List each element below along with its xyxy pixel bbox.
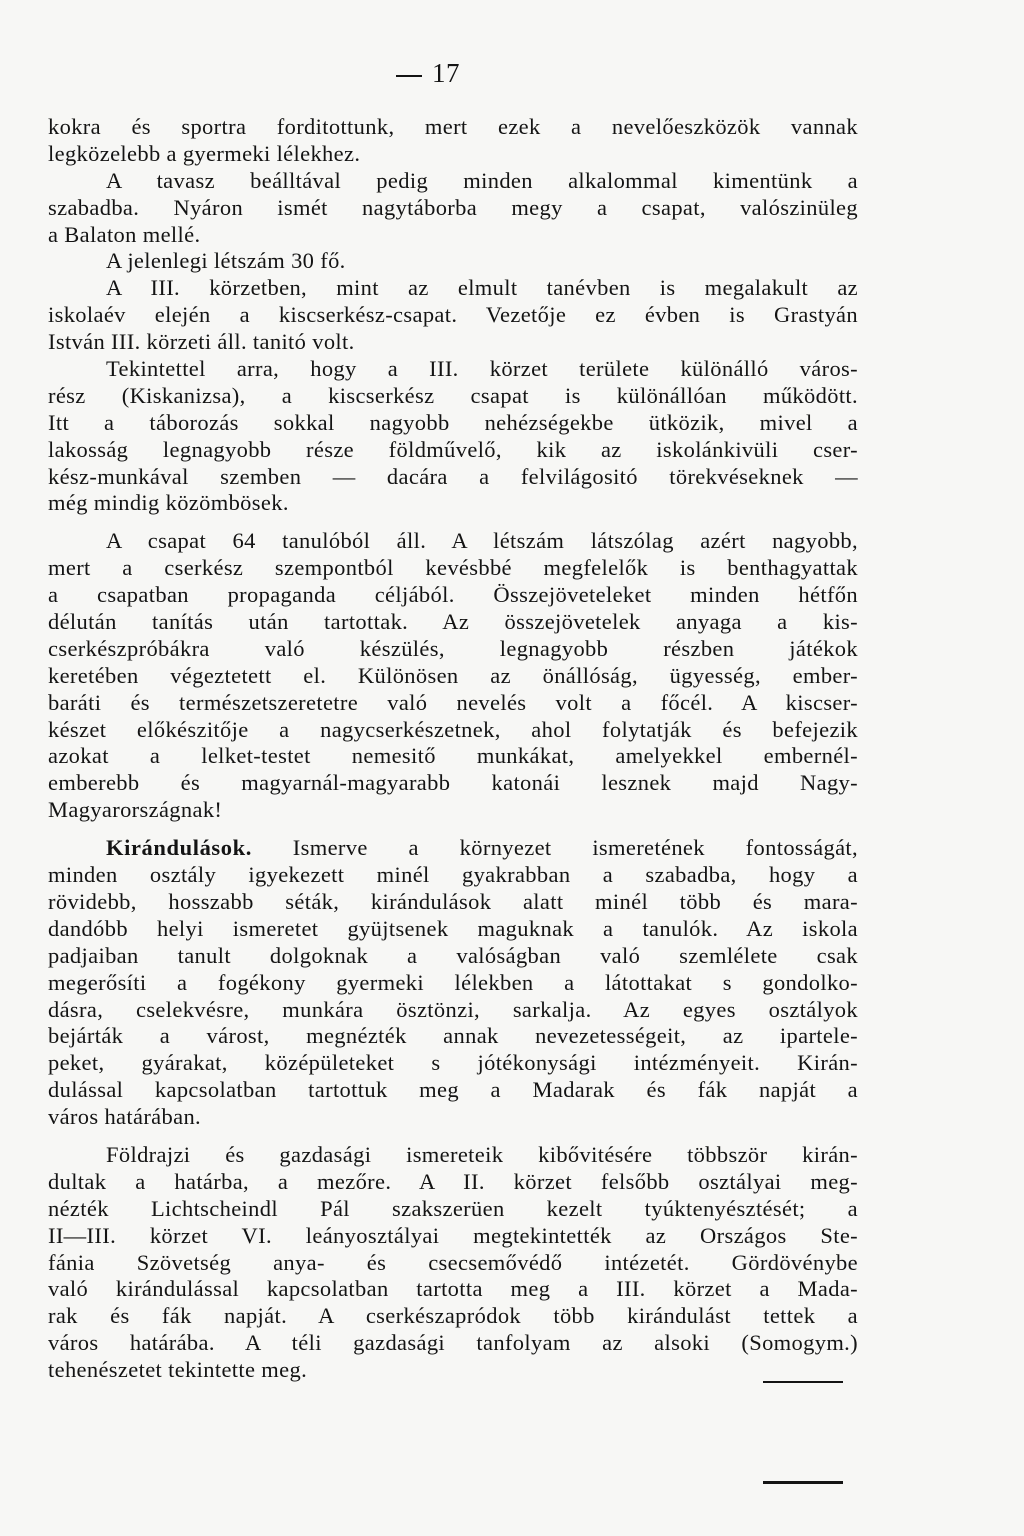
paragraph-gap — [48, 824, 858, 835]
text-line: A jelenlegi létszám 30 fő. — [106, 248, 346, 274]
text-line: legközelebb a gyermeki lélekhez. — [48, 140, 361, 166]
text-line — [48, 835, 858, 862]
text-line: a csapatban propaganda céljából. Összejöveteleket minden hétfőn — [48, 582, 858, 608]
text-line: megerősíti a fogékony gyermeki lélekben a látottakat s gondolko- — [48, 969, 858, 995]
text-line: készet előkészitője a nagycserkészetnek, ahol folytatják és befejezik — [48, 716, 858, 742]
text-line: fánia Szövetség anya- és csecsemővédő intézetét. Gördövénybe — [48, 1249, 858, 1275]
text-line: peket, gyárakat, középületeket s jótékonysági intézményeit. Kirán- — [48, 1050, 858, 1076]
text-line: Magyarországnak! — [48, 797, 223, 823]
page-number-value: 17 — [432, 58, 460, 88]
text-line: még mindig közömbösek. — [48, 490, 289, 516]
text-line: Tekintettel arra, hogy a III. körzet területe különálló város- — [106, 356, 858, 382]
text-line: A III. körzetben, mint az elmult tanévben is megalakult az — [106, 275, 858, 301]
text-line: iskolaév elején a kiscserkész-csapat. Vezetője ez évben is Grastyán — [48, 302, 858, 328]
paragraph-gap — [48, 517, 858, 528]
page-number — [396, 58, 460, 88]
text-line: dásra, cselekvésre, munkára ösztönzi, sarkalja. Az egyes osztályok — [48, 996, 858, 1022]
text-line: rövidebb, hosszabb séták, kirándulások alatt minél több és mara- — [48, 888, 858, 914]
text-line: minden osztály igyekezett minél gyakrabban a szabadba, hogy a — [48, 862, 858, 888]
text-line: kész-munkával szemben — dacára a felvilágositó törekvéseknek — — [48, 463, 858, 489]
text-line: dulással kapcsolatban tartottuk meg a Madarak és fák napját a — [48, 1077, 858, 1103]
text-line: rak és fák napját. A cserkészapródok több kirándulást tettek a — [48, 1303, 858, 1329]
body-text — [48, 114, 858, 1384]
text-line: tehenészetet tekintette meg. — [48, 1357, 308, 1383]
text-line: padjaiban tanult dolgoknak a valóságban való szemlélete csak — [48, 942, 858, 968]
text-line: kokra és sportra forditottunk, mert ezek a nevelőeszközök vannak — [48, 114, 858, 139]
text-line: való kirándulással kapcsolatban tartotta meg a III. körzet a Mada- — [48, 1276, 858, 1302]
text-line: dultak a határba, a mezőre. A II. körzet felsőbb osztályai meg- — [48, 1168, 858, 1194]
text-line: baráti és természetszeretetre való nevelés volt a főcél. A kiscser- — [48, 689, 858, 715]
text-line: város határába. A téli gazdasági tanfolyam az alsoki (Somogym.) — [48, 1330, 858, 1356]
text-line: keretében végeztetett el. Különösen az önállóság, ügyesség, ember- — [48, 662, 858, 688]
text-line: város határában. — [48, 1104, 202, 1130]
text-line: dandóbb helyi ismeretet gyüjtsenek maguknak a tanulók. Az iskola — [48, 915, 858, 941]
text-run: Ismerve a környezet ismeretének fontosságát, — [292, 835, 858, 861]
text-line: II—III. körzet VI. leányosztályai megtekintették az Országos Ste- — [48, 1222, 858, 1248]
text-line: szabadba. Nyáron ismét nagytáborba megy a csapat, valószinüleg — [48, 194, 858, 220]
text-line: István III. körzeti áll. tanitó volt. — [48, 329, 355, 355]
text-line: bejárták a várost, megnézték annak nevezetességeit, az ipartele- — [48, 1023, 858, 1049]
end-rule — [763, 1481, 843, 1484]
text-line: rész (Kiskanizsa), a kiscserkész csapat is különállóan működött. — [48, 382, 858, 408]
text-line: délután tanítás után tartottak. Az összejövetelek anyaga a kis- — [48, 609, 858, 635]
text-line: mert a cserkész szempontból kevésbbé megfelelők is benthagyattak — [48, 555, 858, 581]
text-line: azokat a lelket-testet nemesitő munkákat, amelyekkel embernél- — [48, 743, 858, 769]
text-line: lakosság legnagyobb része földművelő, kik az iskolánkivüli cser- — [48, 436, 858, 462]
paragraph-gap — [48, 1131, 858, 1142]
separator-rule — [763, 1381, 843, 1383]
section-heading: Kirándulások. — [106, 835, 252, 861]
text-line: Földrajzi és gazdasági ismereteik kibővitésére többször kirán- — [106, 1141, 858, 1167]
text-line: emberebb és magyarnál-magyarabb katonái lesznek majd Nagy- — [48, 770, 858, 796]
text-line: A tavasz beálltával pedig minden alkalommal kimentünk a — [106, 167, 858, 193]
text-line: Itt a táborozás sokkal nagyobb nehézségekbe ütközik, mivel a — [48, 409, 858, 435]
text-line: cserkészpróbákra való készülés, legnagyobb részben játékok — [48, 635, 858, 661]
text-line: nézték Lichtscheindl Pál szakszerüen kezelt tyúktenyésztését; a — [48, 1195, 858, 1221]
page-number-dash — [396, 75, 422, 77]
text-line: A csapat 64 tanulóból áll. A létszám látszólag azért nagyobb, — [106, 528, 858, 554]
text-line: a Balaton mellé. — [48, 221, 201, 247]
